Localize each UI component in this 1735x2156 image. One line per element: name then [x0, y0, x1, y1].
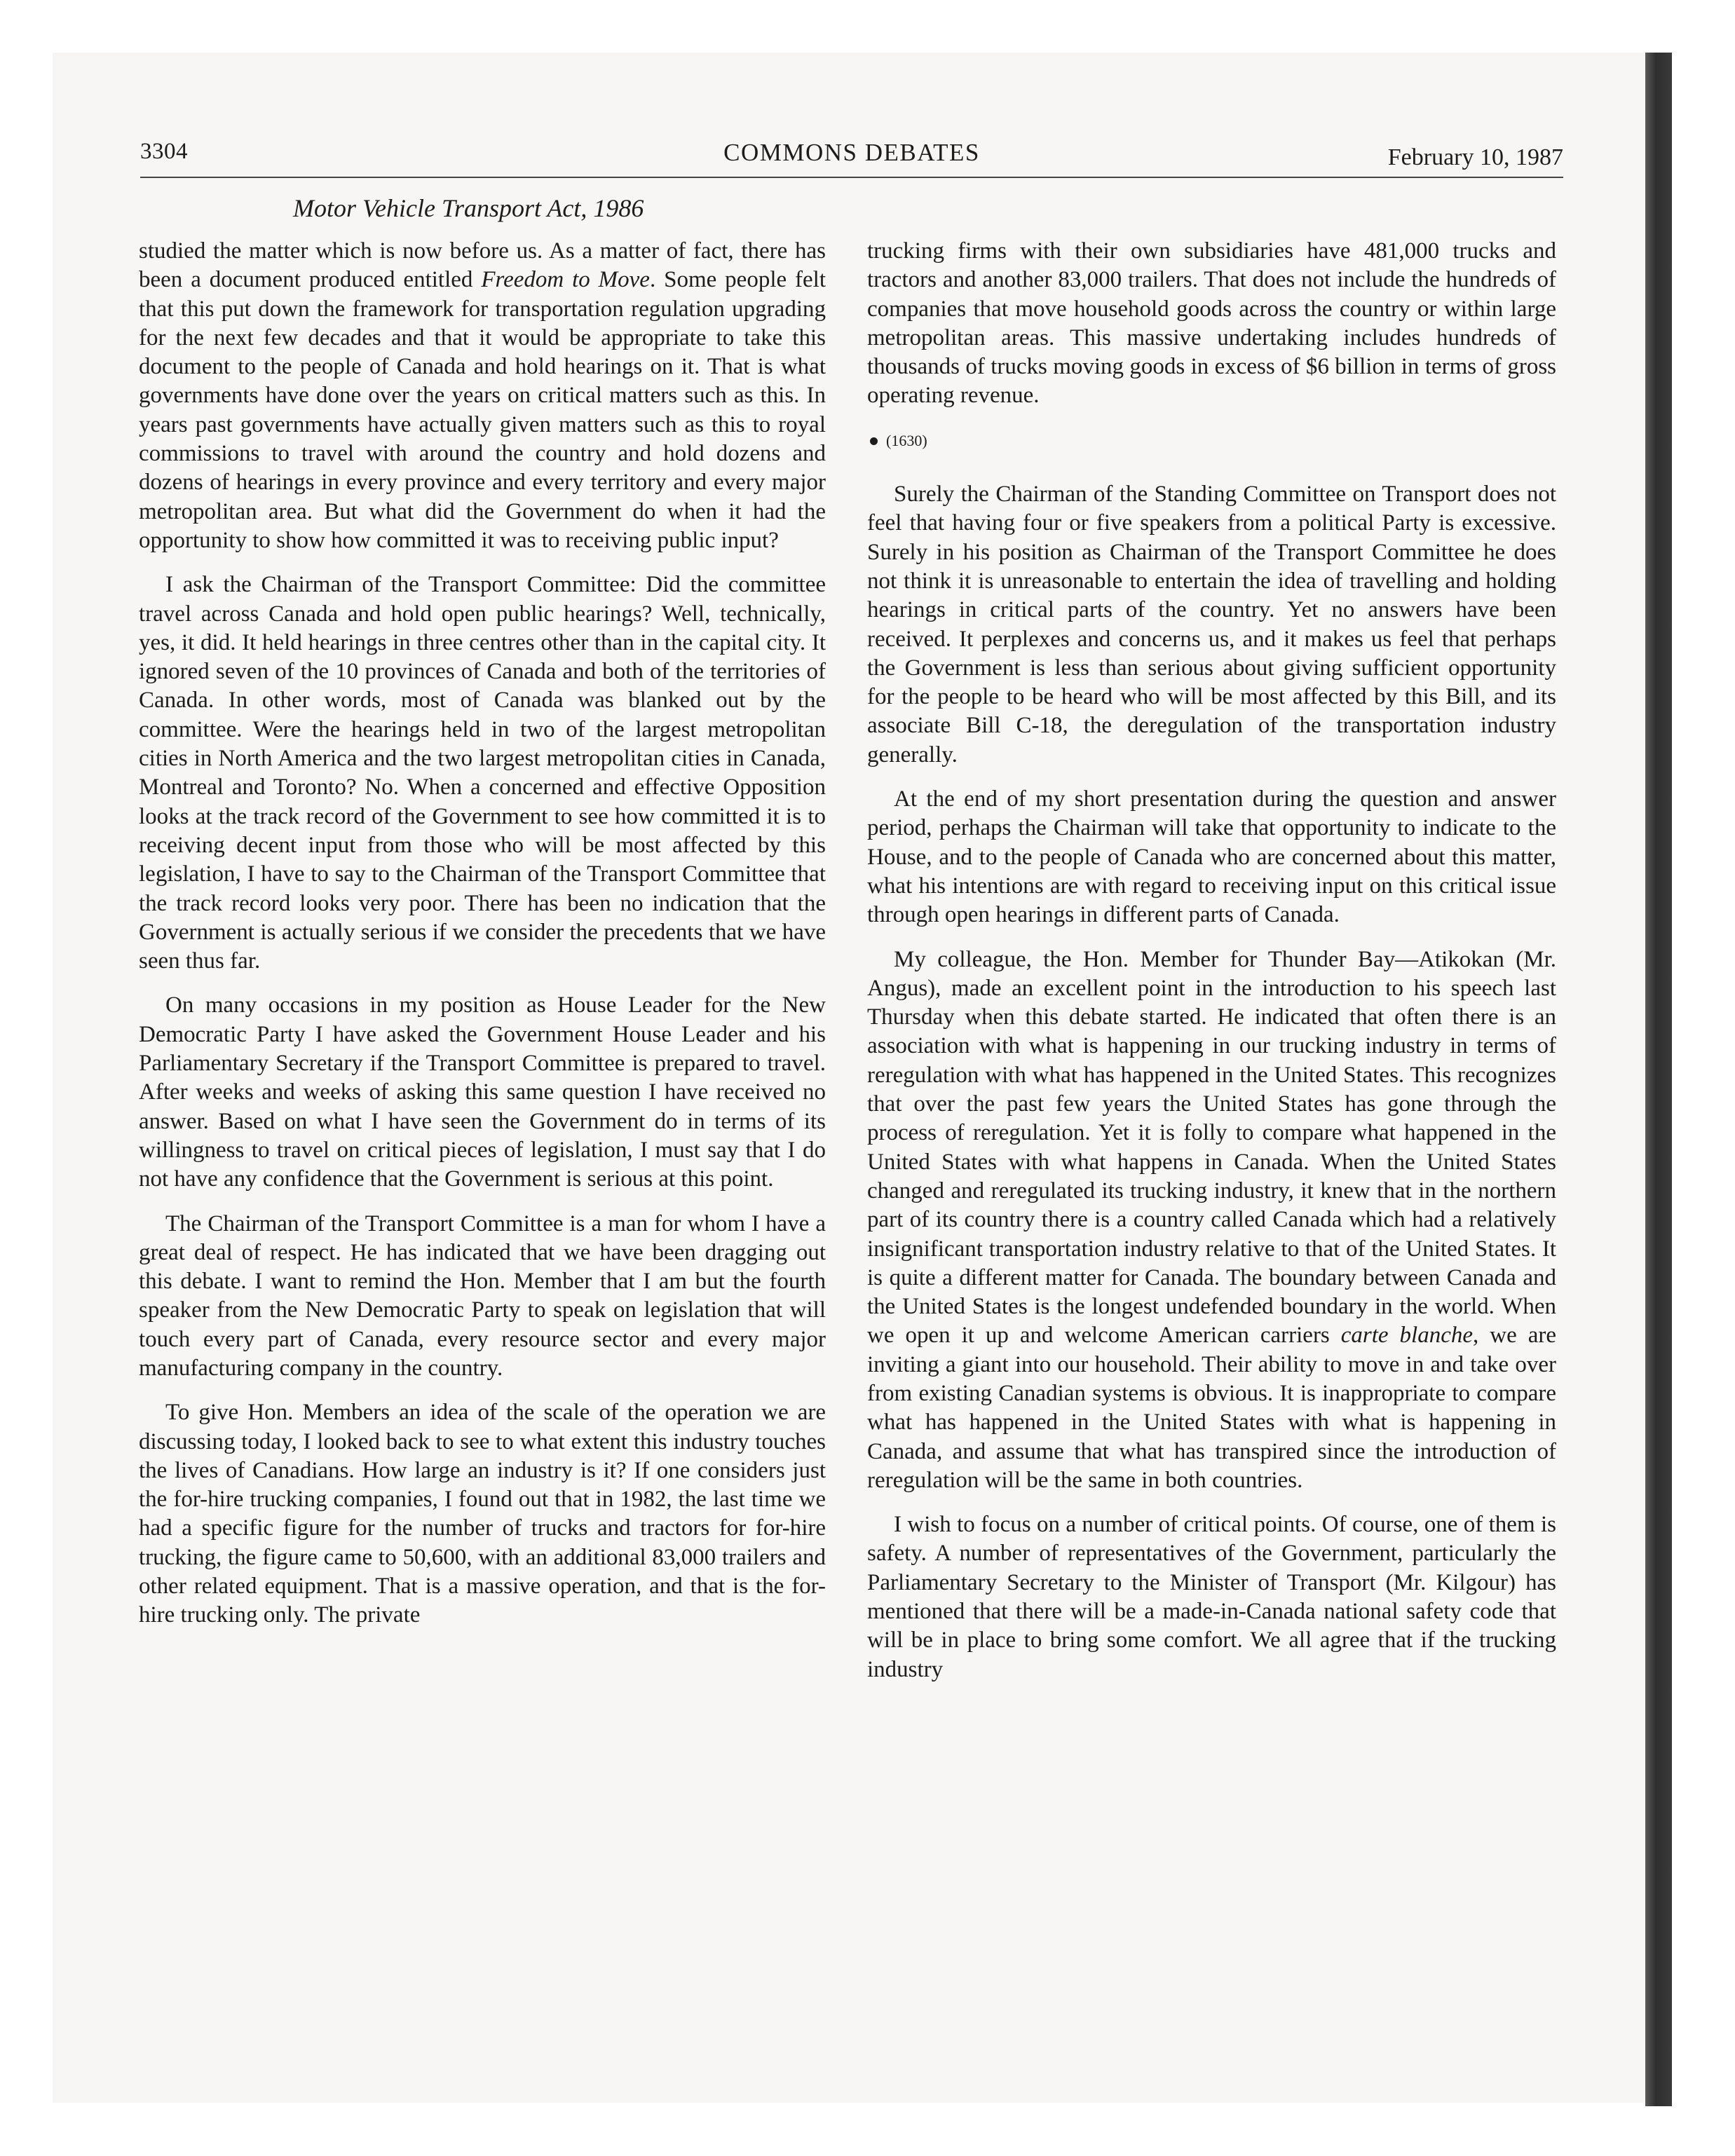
paragraph: I wish to focus on a number of critical points. Of course, one of them is safety. A number of representatives of the Government, particularly the Parliamentary Secretary to the Minister of Transport (Mr. Kilgour) has mentioned that there will be a made-in-Canada national safety code that will be in place to bring some comfort. We all agree that if the trucking industry	[867, 1512, 1556, 1682]
header-rule	[140, 177, 1563, 178]
paragraph: trucking firms with their own subsidiaries have 481,000 trucks and tractors and another 83,000 trailers. That does not include the hundreds of companies that move household goods across the country or within large metropolitan areas. This massive undertaking includes hundreds of thousands of trucks moving goods in excess of $6 billion in terms of gross operating revenue.	[867, 238, 1556, 409]
page-binding-edge	[1645, 53, 1672, 2106]
paragraph: At the end of my short presentation during the question and answer period, perhaps the Chairman will take that opportunity to indicate to the House, and to the people of Canada who are concerned about this matter, what his intentions are with regard to receiving input on this critical issue through open hearings in different parts of Canada.	[867, 786, 1556, 928]
journal-title: COMMONS DEBATES	[723, 139, 980, 166]
issue-date: February 10, 1987	[1387, 144, 1563, 170]
paragraph: Surely the Chairman of the Standing Committee on Transport does not feel that having four or five speakers from a political Party is excessive. Surely in his position as Chairman of the Transport Committee he does not think it is unreasonable to entertain the idea of travelling and holding hearings in critical parts of the country. Yet no answers have been received. It perplexes and concerns us, and it makes us feel that perhaps the Government is less than serious about giving sufficient opportunity for the people to be heard who will be most affected by this Bill, and its associate Bill C-18, the deregulation of the transportation industry generally.	[867, 482, 1556, 767]
running-title: Motor Vehicle Transport Act, 1986	[293, 194, 644, 222]
paragraph: studied the matter which is now before us. As a matter of fact, there has been a document produced entitled Freedom to Move. Some people felt that this put down the framework for transportation regulation upgrading for the next few decades and that it would be appropriate to take this document to the people of Canada and hold hearings on it. That is what governments have done over the years on critical matters such as this. In years past governments have actually given matters such as this to royal commissions to travel with around the country and hold dozens and dozens of hearings in every province and every territory and every major metropolitan area. But what did the Government do when it had the opportunity to show how committed it was to receiving public input?	[139, 238, 826, 553]
paragraph: On many occasions in my position as House Leader for the New Democratic Party I have asked the Government House Leader and his Parliamentary Secretary if the Transport Committee is prepared to travel. After weeks and weeks of asking this same question I have received no answer. Based on what I have seen the Government do in terms of its willingness to travel on critical pieces of legislation, I must say that I do not have any confidence that the Government is serious at this point.	[139, 992, 826, 1192]
paragraph: To give Hon. Members an idea of the scale of the operation we are discussing today, I looked back to see to what extent this industry touches the lives of Canadians. How large an industry is it? If one considers just the for-hire trucking companies, I found out that in 1982, the last time we had a specific figure for the number of trucks and tractors for for-hire trucking, the figure came to 50,600, with an additional 83,000 trailers and other related equipment. That is a massive operation, and that is the for-hire trucking only. The private	[139, 1400, 826, 1628]
time-marker: (1630)	[867, 426, 1556, 455]
left-column	[139, 237, 826, 1646]
paragraph: The Chairman of the Transport Committee is a man for whom I have a great deal of respect. He has indicated that we have been dragging out this debate. I want to remind the Hon. Member that I am but the fourth speaker from the New Democratic Party to speak on legislation that will touch every part of Canada, every resource sector and every major manufacturing company in the country.	[139, 1210, 826, 1381]
right-column	[867, 237, 1556, 1700]
document-title: Freedom to Move	[481, 267, 650, 293]
paragraph: I ask the Chairman of the Transport Committee: Did the committee travel across Canada and hold open public hearings? Well, technically, yes, it did. It held hearings in three centres other than in the capital city. It ignored seven of the 10 provinces of Canada and both of the territories of Canada. In other words, most of Canada was blanked out by the committee. Were the hearings held in two of the largest metropolitan cities in North America and the two largest metropolitan cities in Canada, Montreal and Toronto? No. When a concerned and effective Opposition looks at the track record of the Government to see how committed it is to receiving decent input from those who will be most affected by this legislation, I have to say to the Chairman of the Transport Committee that the track record looks very poor. There has been no indication that the Government is actually serious if we consider the precedents that we have seen thus far.	[139, 572, 826, 974]
page-header	[140, 139, 1563, 181]
italic-phrase: carte blanche	[1340, 1323, 1474, 1349]
page-number: 3304	[140, 139, 188, 164]
paragraph: My colleague, the Hon. Member for Thunder Bay—Atikokan (Mr. Angus), made an excellent point in the introduction to his speech last Thursday when this debate started. He indicated that often there is an association with what is happening in our trucking industry in terms of reregulation with what has happened in the United States. This recognizes that over the past few years the United States has gone through the process of reregulation. Yet it is folly to compare what happened in the United States with what happens in Canada. When the United States changed and reregulated its trucking industry, it knew that in the northern part of its country there is a country called Canada which had a relatively insignificant transportation industry relative to that of the United States. It is quite a different matter for Canada. The boundary between Canada and the United States is the longest undefended boundary in the world. When we open it up and welcome American carriers carte blanche, we are inviting a giant into our household. Their ability to move in and take over from existing Canadian systems is obvious. It is inappropriate to compare what has happened in the United States with what is happening in Canada, and assume that what has transpired since the introduction of reregulation will be the same in both countries.	[867, 946, 1556, 1493]
bullet-icon	[870, 437, 878, 445]
